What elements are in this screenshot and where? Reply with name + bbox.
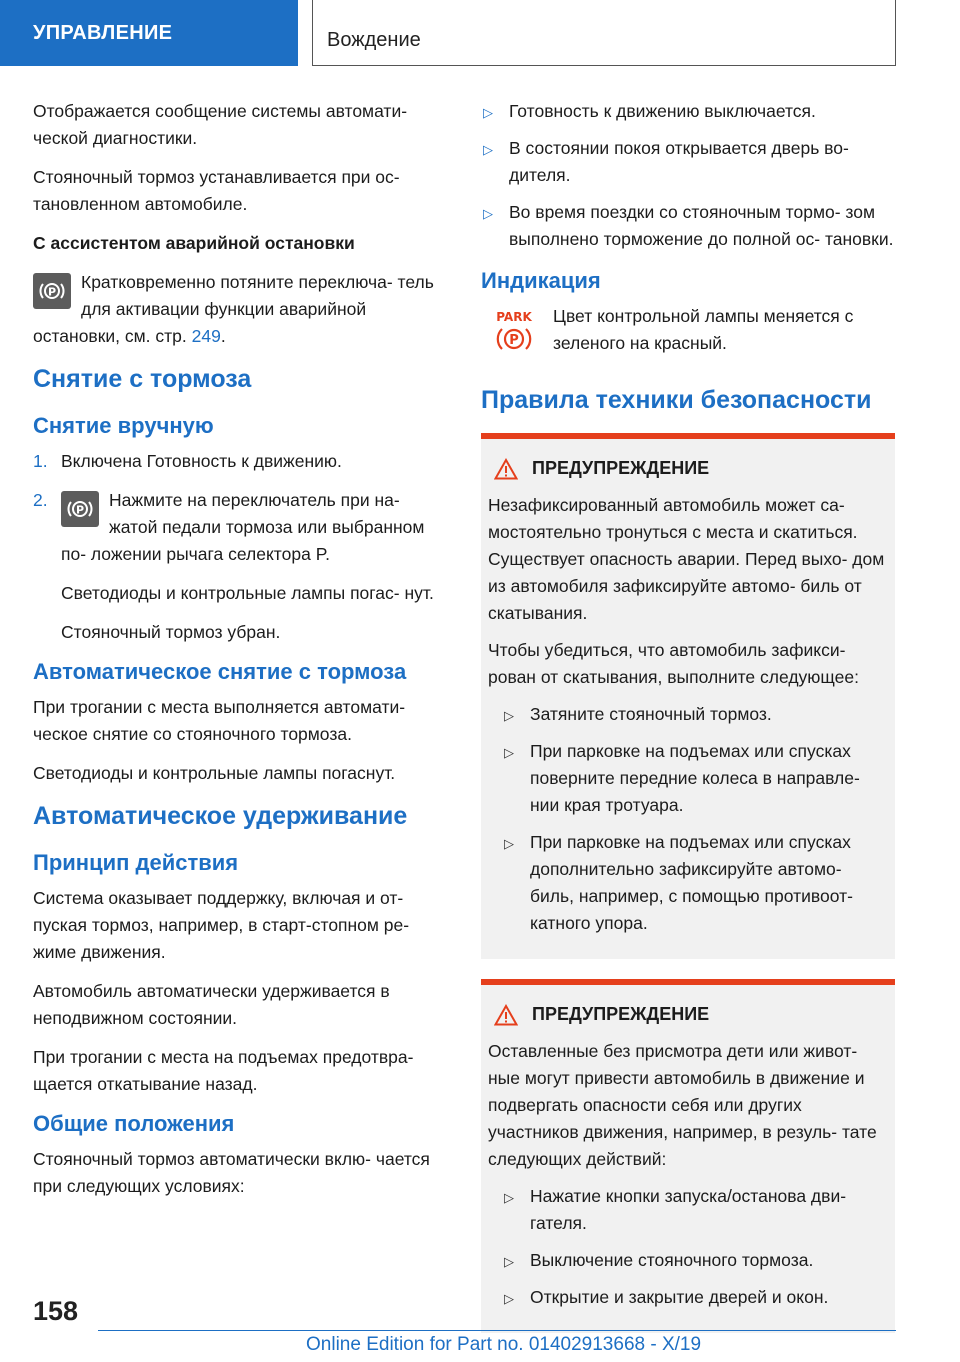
warning-box (481, 979, 895, 1333)
warning-text: Оставленные без присмотра дети или живот- ные могут привести автомобиль в движение и подвергать опасности себя или других участников движения, например, в резуль- тате следующих действий: (488, 1041, 877, 1169)
paragraph: Светодиоды и контрольные лампы погаснут. (33, 763, 396, 783)
warning-triangle-icon (494, 1004, 518, 1026)
warning-triangle-icon (494, 458, 518, 480)
paragraph: Стояночный тормоз автоматически вклю- чается при следующих условиях: (33, 1149, 430, 1196)
bullet-triangle-icon: ▷ (504, 1254, 514, 1269)
bullet-triangle-icon: ▷ (504, 708, 514, 723)
svg-text:P: P (509, 333, 519, 348)
emergency-stop-paragraph (33, 269, 443, 350)
page-link[interactable]: 249 (191, 326, 221, 346)
subsection-heading: Принцип действия (33, 850, 239, 875)
warning-title: ПРЕДУПРЕЖДЕНИЕ (488, 1001, 887, 1028)
brake-switch-icon (61, 491, 99, 527)
step-text: Включена Готовность к движению. (61, 451, 342, 471)
list-item: ▷ Нажатие кнопки запуска/останова дви- гателя. (504, 1186, 847, 1233)
paragraph: При трогании с места выполняется автомати- ческое снятие со стояночного тормоза. (33, 697, 406, 744)
svg-text:P: P (75, 503, 85, 517)
svg-text:PARK: PARK (496, 310, 532, 324)
step-item (33, 448, 443, 475)
bullet-triangle-icon: ▷ (504, 1190, 514, 1205)
paragraph: Стояночный тормоз устанавливается при ос- тановленном автомобиле. (33, 167, 400, 214)
list-item: ▷ Во время поездки со стояночным тормо- зом выполнено торможение до полной ос- тановки. (483, 202, 894, 249)
list-item: ▷ Готовность к движению выключается. (481, 98, 895, 125)
chapter-title: Вождение (312, 0, 896, 66)
bullet-triangle-icon: ▷ (483, 142, 493, 157)
warning-text: Незафиксированный автомобиль может са- мостоятельно тронуться с места и скатиться. Существует опасность аварии. Перед выхо- дом из автомобиля зафиксируйте автомо- биль от скатывания. (488, 495, 885, 623)
paragraph-text: Цвет контрольной лампы меняется с зеленого на красный. (553, 306, 854, 353)
bullet-triangle-icon: ▷ (504, 745, 514, 760)
bullet-triangle-icon: ▷ (483, 105, 493, 120)
section-heading: Снятие с тормоза (33, 365, 252, 393)
warning-text: Чтобы убедиться, что автомобиль зафикси- рован от скатывания, выполните следующее: (488, 640, 859, 687)
paragraph: Отображается сообщение системы автомати- ческой диагностики. (33, 101, 408, 148)
list-item: ▷ Выключение стояночного тормоза. (488, 1247, 887, 1274)
bullet-list (481, 98, 895, 253)
paragraph: При трогании с места на подъемах предотвра- щается откатывание назад. (33, 1047, 414, 1094)
step-text: Нажмите на переключатель при на- жатой педали тормоза или выбранном по- ложении рычага селектора P. (61, 490, 425, 564)
step-item (33, 487, 443, 568)
list-item: ▷ В состоянии покоя открывается дверь во- дителя. (483, 138, 849, 185)
brake-switch-icon (33, 273, 71, 309)
indicator-paragraph (481, 303, 895, 363)
subsection-heading: Автоматическое снятие с тормоза (33, 659, 407, 684)
paragraph-text: Кратковременно потяните переключа- тель для активации функции аварийной остановки, см. стр. (33, 272, 434, 346)
subsection-heading: Индикация (481, 268, 601, 293)
paragraph-end: . (220, 326, 226, 346)
left-column (33, 98, 443, 1212)
step-note: Светодиоды и контрольные лампы погас- нут. (61, 583, 434, 603)
page-header (0, 0, 960, 66)
bullet-triangle-icon: ▷ (504, 1291, 514, 1306)
paragraph: Автомобиль автоматически удерживается в неподвижном состоянии. (33, 981, 390, 1028)
step-number: 1. (33, 451, 48, 471)
section-title: УПРАВЛЕНИЕ (0, 0, 298, 66)
list-item: ▷ Открытие и закрытие дверей и окон. (488, 1284, 887, 1311)
right-column (481, 98, 895, 1353)
warning-box (481, 433, 895, 959)
subsection-heading: Общие положения (33, 1111, 235, 1136)
park-brake-indicator-icon (487, 305, 541, 359)
paragraph: Система оказывает поддержку, включая и от- пуская тормоз, например, в старт-стопном ре- жиме движения. (33, 888, 410, 962)
page-number: 158 (33, 1296, 79, 1326)
list-item: ▷ При парковке на подъемах или спусках поверните передние колеса в направле- нии края тротуара. (504, 741, 860, 815)
warning-title: ПРЕДУПРЕЖДЕНИЕ (488, 455, 887, 482)
step-note: Стояночный тормоз убран. (61, 622, 281, 642)
footer-edition: Online Edition for Part no. 01402913668 - X/19 (306, 1334, 702, 1355)
subsection-heading: Снятие вручную (33, 413, 214, 438)
svg-text:P: P (47, 285, 57, 299)
subheading: С ассистентом аварийной остановки (33, 233, 355, 253)
list-item: ▷ Затяните стояночный тормоз. (488, 701, 887, 728)
section-heading: Автоматическое удерживание (33, 802, 408, 830)
step-number: 2. (33, 490, 48, 510)
section-heading: Правила техники безопасности (481, 386, 872, 414)
bullet-triangle-icon: ▷ (483, 206, 493, 221)
bullet-triangle-icon: ▷ (504, 836, 514, 851)
list-item: ▷ При парковке на подъемах или спусках дополнительно зафиксируйте автомо- биль, например, с помощью противоот- катного упора. (504, 832, 853, 933)
footer-divider (98, 1330, 896, 1331)
